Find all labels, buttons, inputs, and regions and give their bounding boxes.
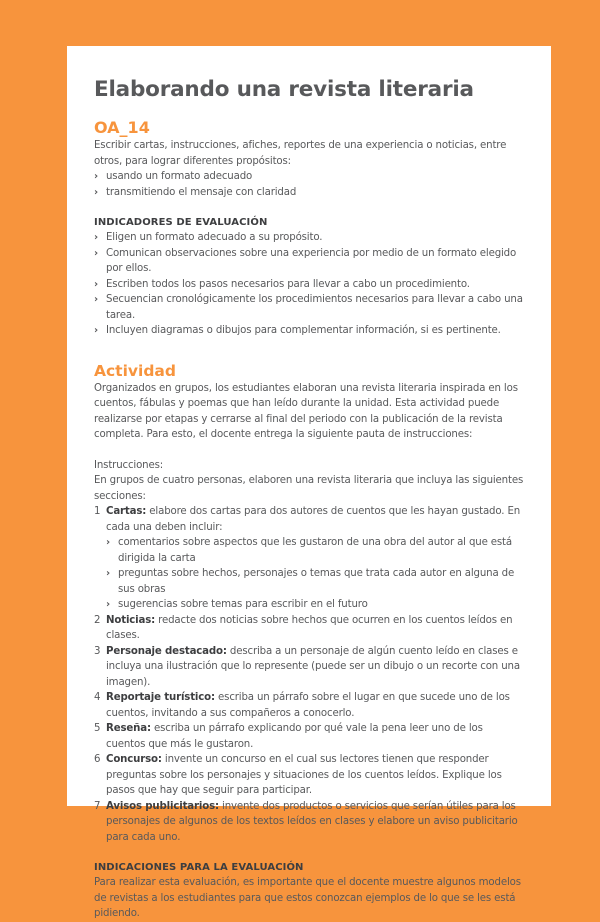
chevron-right-icon: › bbox=[106, 568, 110, 579]
chevron-right-icon: › bbox=[94, 325, 98, 336]
section-item-concurso: 6 Concurso: invente un concurso en el cual sus lectores tienen que responder preguntas sobre los personajes y situaciones de los cuentos leídos. Explique los pasos que hay que seguir para participar. bbox=[94, 754, 502, 796]
instructions-intro: En grupos de cuatro personas, elaboren una revista literaria que incluya las siguientes secciones: bbox=[94, 475, 524, 502]
chevron-right-icon: › bbox=[94, 171, 98, 182]
section-item-cartas: 1 Cartas: elabore dos cartas para dos autores de cuentos que les hayan gustado. En cada una deben incluir: › comentarios sobre aspectos que les gustaron de una obra del autor al que está dirigida la carta › preguntas sobre hechos, personajes o temas que trata cada autor en alguna de sus obras › sugerencias sobre temas para escribir en el futuro bbox=[94, 504, 525, 613]
chevron-right-icon: › bbox=[94, 247, 98, 259]
cartas-sub-item: › preguntas sobre hechos, personajes o temas que trata cada autor en alguna de sus obras bbox=[106, 568, 515, 595]
section-item-personaje-destacado: 3 Personaje destacado: describa a un personaje de algún cuento leído en clases e incluya una ilustración que lo represente (puede ser un dibujo o un recorte con una imagen). bbox=[94, 645, 520, 688]
objective-bullet: › usando un formato adecuado bbox=[94, 169, 525, 185]
cartas-sub-item: › comentarios sobre aspectos que les gustaron de una obra del autor al que está dirigida la carta bbox=[106, 537, 512, 564]
section-item-resena: 5 Reseña: escriba un párrafo explicando por qué vale la pena leer uno de los cuentos que más le gustaron. bbox=[94, 723, 483, 750]
indicator-item: › Escriben todos los pasos necesarios para llevar a cabo un procedimiento. bbox=[94, 277, 525, 293]
indicators-heading: INDICADORES DE EVALUACIÓN bbox=[94, 217, 268, 228]
evaluation-guidance-text: Para realizar esta evaluación, es importante que el docente muestre algunos modelos de revistas a los estudiantes para que estos conozcan ejemplos de lo que se les está pidiendo. bbox=[94, 877, 521, 919]
objective-bullet-list bbox=[94, 169, 525, 200]
chevron-right-icon: › bbox=[94, 278, 98, 290]
objective-description: Escribir cartas, instrucciones, afiches, reportes de una experiencia o noticias, entre otros, para lograr diferentes propósitos: bbox=[94, 140, 507, 167]
activity-heading: Actividad bbox=[94, 361, 176, 380]
objective-bullet: › transmitiendo el mensaje con claridad bbox=[94, 185, 525, 201]
section-item-noticias: 2 Noticias: redacte dos noticias sobre hechos que ocurren en los cuentos leídos en clases. bbox=[94, 614, 513, 641]
sections-list bbox=[94, 504, 525, 845]
section-item-avisos-publicitarios: 7 Avisos publicitarios: invente dos productos o servicios que serían útiles para los personajes de algunos de los textos leídos en clases y elabore un aviso publicitario para cada uno. bbox=[94, 800, 518, 843]
indicator-item: › Secuencian cronológicamente los procedimientos necesarios para llevar a cabo una tarea. bbox=[94, 294, 523, 321]
indicators-list bbox=[94, 230, 525, 339]
chevron-right-icon: › bbox=[94, 294, 98, 305]
cartas-sub-list bbox=[106, 535, 525, 613]
evaluation-guidance-heading: INDICACIONES PARA LA EVALUACIÓN bbox=[94, 862, 304, 873]
objective-code: OA_14 bbox=[94, 118, 150, 137]
indicator-item: › Eligen un formato adecuado a su propósito. bbox=[94, 230, 525, 246]
activity-intro: Organizados en grupos, los estudiantes elaboran una revista literaria inspirada en los cuentos, fábulas y poemas que han leído durante la unidad. Esta actividad puede realizarse por etapas y cerrarse al final del periodo con la publicación de la revista completa. Para esto, el docente entrega la siguiente pauta de instrucciones: bbox=[94, 382, 518, 440]
cartas-sub-item: › sugerencias sobre temas para escribir en el futuro bbox=[106, 597, 525, 613]
chevron-right-icon: › bbox=[94, 232, 98, 243]
chevron-right-icon: › bbox=[106, 599, 110, 610]
page-title: Elaborando una revista literaria bbox=[94, 77, 474, 102]
chevron-right-icon: › bbox=[106, 537, 110, 548]
chevron-right-icon: › bbox=[94, 186, 98, 198]
document-card bbox=[67, 46, 551, 919]
section-item-reportaje-turistico: 4 Reportaje turístico: escriba un párrafo sobre el lugar en que sucede uno de los cuentos, invitando a sus compañeros a conocerlo. bbox=[94, 692, 510, 719]
indicator-item: › Incluyen diagramas o dibujos para complementar información, si es pertinente. bbox=[94, 323, 525, 339]
instructions-label: Instrucciones: bbox=[94, 459, 164, 471]
indicator-item: › Comunican observaciones sobre una experiencia por medio de un formato elegido por ellos. bbox=[94, 247, 517, 274]
